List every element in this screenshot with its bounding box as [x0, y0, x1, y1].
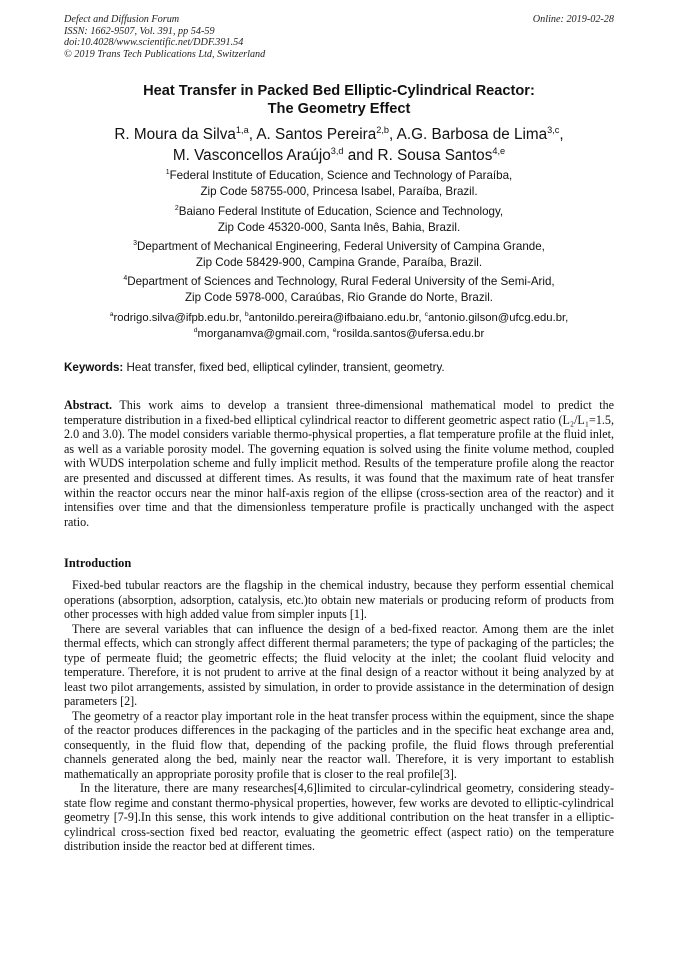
author-separator: , [559, 126, 564, 143]
author-list [64, 125, 614, 166]
affiliation-sup: 3 [133, 240, 137, 248]
author-sup: 4,e [492, 145, 506, 156]
keywords-section [64, 360, 614, 375]
doi-line: doi:10.4028/www.scientific.net/DDF.391.54 [64, 37, 244, 49]
paragraph: In the literature, there are many researches[4,6]limited to circular-cylindrical geometry, considering steady-state flow regime and constant thermo-physical properties, however, few works are devoted to elliptic-cylindrical geometry [7-9].In this sense, this work intends to give additional contribution on the heat transfer in a elliptic-cylindrical cross-section fixed bed reactor, evaluating the geometric effect (aspect ratio) on the temperature distribution inside the reactor bed at different times. [64, 781, 614, 853]
author-line-2 [64, 146, 614, 167]
author-sup: 2,b [376, 124, 389, 135]
email-line-2: $^d$morganamva@gmail.com, $^e$rosilda.santos@ufersa.edu.br [193, 326, 485, 340]
introduction-heading: Introduction [64, 556, 132, 570]
affiliation-1 [64, 168, 614, 199]
email-address: antonio.gilson@ufcg.edu.br [428, 312, 566, 324]
affiliation-4 [64, 274, 614, 305]
paper-title [64, 82, 614, 118]
email-sup: e [332, 326, 337, 334]
affiliation-line-2: Zip Code 45320-000, Santa Inês, Bahia, Brazil. [217, 220, 461, 234]
email-sup: b [244, 311, 249, 319]
author-separator: and [343, 146, 378, 164]
affiliation-2 [64, 204, 614, 235]
email-list [64, 311, 614, 342]
affiliation-sup: 1 [165, 169, 170, 177]
title-line-1: Heat Transfer in Packed Bed Elliptic-Cylindrical Reactor: [143, 83, 535, 99]
email-address: morganamva@gmail.com [197, 327, 327, 340]
email-address: rosilda.santos@ufersa.edu.br [336, 327, 485, 340]
affiliation-line-1: Department of Mechanical Engineering, Federal University of Campina Grande, [136, 240, 545, 253]
title-line-2: The Geometry Effect [267, 101, 411, 117]
paragraph: Fixed-bed tubular reactors are the flagship in the chemical industry, because they perform essential chemical operations (absorption, adsorption, catalysis, etc.)to obtain new materials or producing reform of products from other processes with high added value from simpler inputs [1]. [64, 578, 614, 621]
email-address: rodrigo.silva@ifpb.edu.br [113, 312, 239, 324]
affiliation-line-2: Zip Code 5978-000, Caraúbas, Rio Grande do Norte, Brazil. [184, 290, 494, 304]
affiliation-line-1: Baiano Federal Institute of Education, Science and Technology, [178, 205, 504, 218]
email-sup: c [424, 311, 429, 319]
email-address: antonildo.pereira@ifbaiano.edu.br [248, 312, 419, 324]
author-name: M. Vasconcellos Araújo [172, 146, 331, 164]
affiliation-sup: 2 [174, 205, 179, 213]
email-line-1: $^a$rodrigo.silva@ifpb.edu.br, $^b$antonildo.pereira@ifbaiano.edu.br, $^c$antonio.gilson@ufcg.edu.br, [109, 311, 569, 324]
abstract-label: Abstract. [64, 398, 113, 412]
author-name: A. Santos Pereira [256, 126, 377, 143]
abstract-section [64, 398, 614, 529]
author-sup: 1,a [235, 124, 249, 135]
paragraph: There are several variables that can influence the design of a bed-fixed reactor. Among them are the inlet thermal effects, which can strongly affect different thermal parameters; the type of packaging of the particles; the type of permeate fluid; the geometric effects; the fluid velocity at the inlet; the coolant fluid velocity and temperature. Therefore, it is not prudent to arrive at the final design of a reactor without it being analyzed by at least two pilot arrangements, assisted by simulation, in order to provide assistance in the determination of design parameters [2]. [64, 621, 614, 708]
affiliation-sup: 4 [123, 275, 128, 283]
affiliation-line-1: Department of Sciences and Technology, Rural Federal University of the Semi-Arid, [127, 275, 555, 288]
paragraph: The geometry of a reactor play important role in the heat transfer process within the equipment, since the shape of the reactor produces differences in the packaging of the particles and in the specific heat exchange area and, consequently, in the fluid flow that, depending of the packing profile, the fluid flows through preferential channels generated along the bed, mainly near the reactor wall. Therefore, it is very important to establish mathematically an appropriate porosity profile that is closer to the real profile[3]. [64, 708, 614, 781]
author-sup: 3,d [330, 145, 344, 156]
author-separator: , [248, 126, 257, 143]
introduction-body [64, 578, 614, 854]
journal-header [64, 14, 265, 60]
affiliation-line-2: Zip Code 58755-000, Princesa Isabel, Paraíba, Brazil. [200, 184, 478, 198]
email-sup: a [109, 311, 114, 319]
abstract-text: This work aims to develop a transient three-dimensional mathematical model to predict the temperature distribution in a fixed-bed elliptical cylindrical reactor to different geometric aspect ratio (L₂/L₁=1.5, 2.0 and 3.0). The model considers variable thermo-physical properties, a flat temperature profile at the fluid inlet, as well as a variable porosity model. The governing equation is solved using the finite volume method, coupled with WUDS interpolation scheme and fully implicit method. Results of the temperature profile along the reactor are presented and discussed at different times. As results, it was found that the maximum rate of heat transfer within the reactor occurs near the minor half-axis region of the ellipse (cross-section area of the reactor) and it intensifies over time and that the dimensionless temperature profile is practically unchanged with the aspect ratio. [64, 398, 614, 529]
affiliation-3 [64, 239, 614, 270]
author-name: A.G. Barbosa de Lima [396, 126, 548, 143]
copyright-line: © 2019 Trans Tech Publications Ltd, Switzerland [64, 48, 266, 60]
author-name: R. Sousa Santos [377, 146, 493, 164]
email-sup: d [193, 326, 198, 334]
author-sup: 3,c [547, 124, 560, 135]
journal-name: Defect and Diffusion Forum [64, 14, 180, 25]
affiliation-line-2: Zip Code 58429-900, Campina Grande, Paraíba, Brazil. [195, 255, 483, 269]
issn-line: ISSN: 1662-9507, Vol. 391, pp 54-59 [64, 25, 215, 37]
author-line-1 [64, 125, 614, 146]
author-name: R. Moura da Silva [114, 126, 236, 143]
keywords-text: Heat transfer, fixed bed, elliptical cylinder, transient, geometry. [126, 361, 445, 374]
keywords-label: Keywords: [64, 361, 124, 374]
online-date: Online: 2019-02-28 [532, 14, 614, 25]
author-separator: , [389, 126, 397, 143]
affiliation-line-1: Federal Institute of Education, Science and Technology of Paraíba, [169, 169, 513, 182]
